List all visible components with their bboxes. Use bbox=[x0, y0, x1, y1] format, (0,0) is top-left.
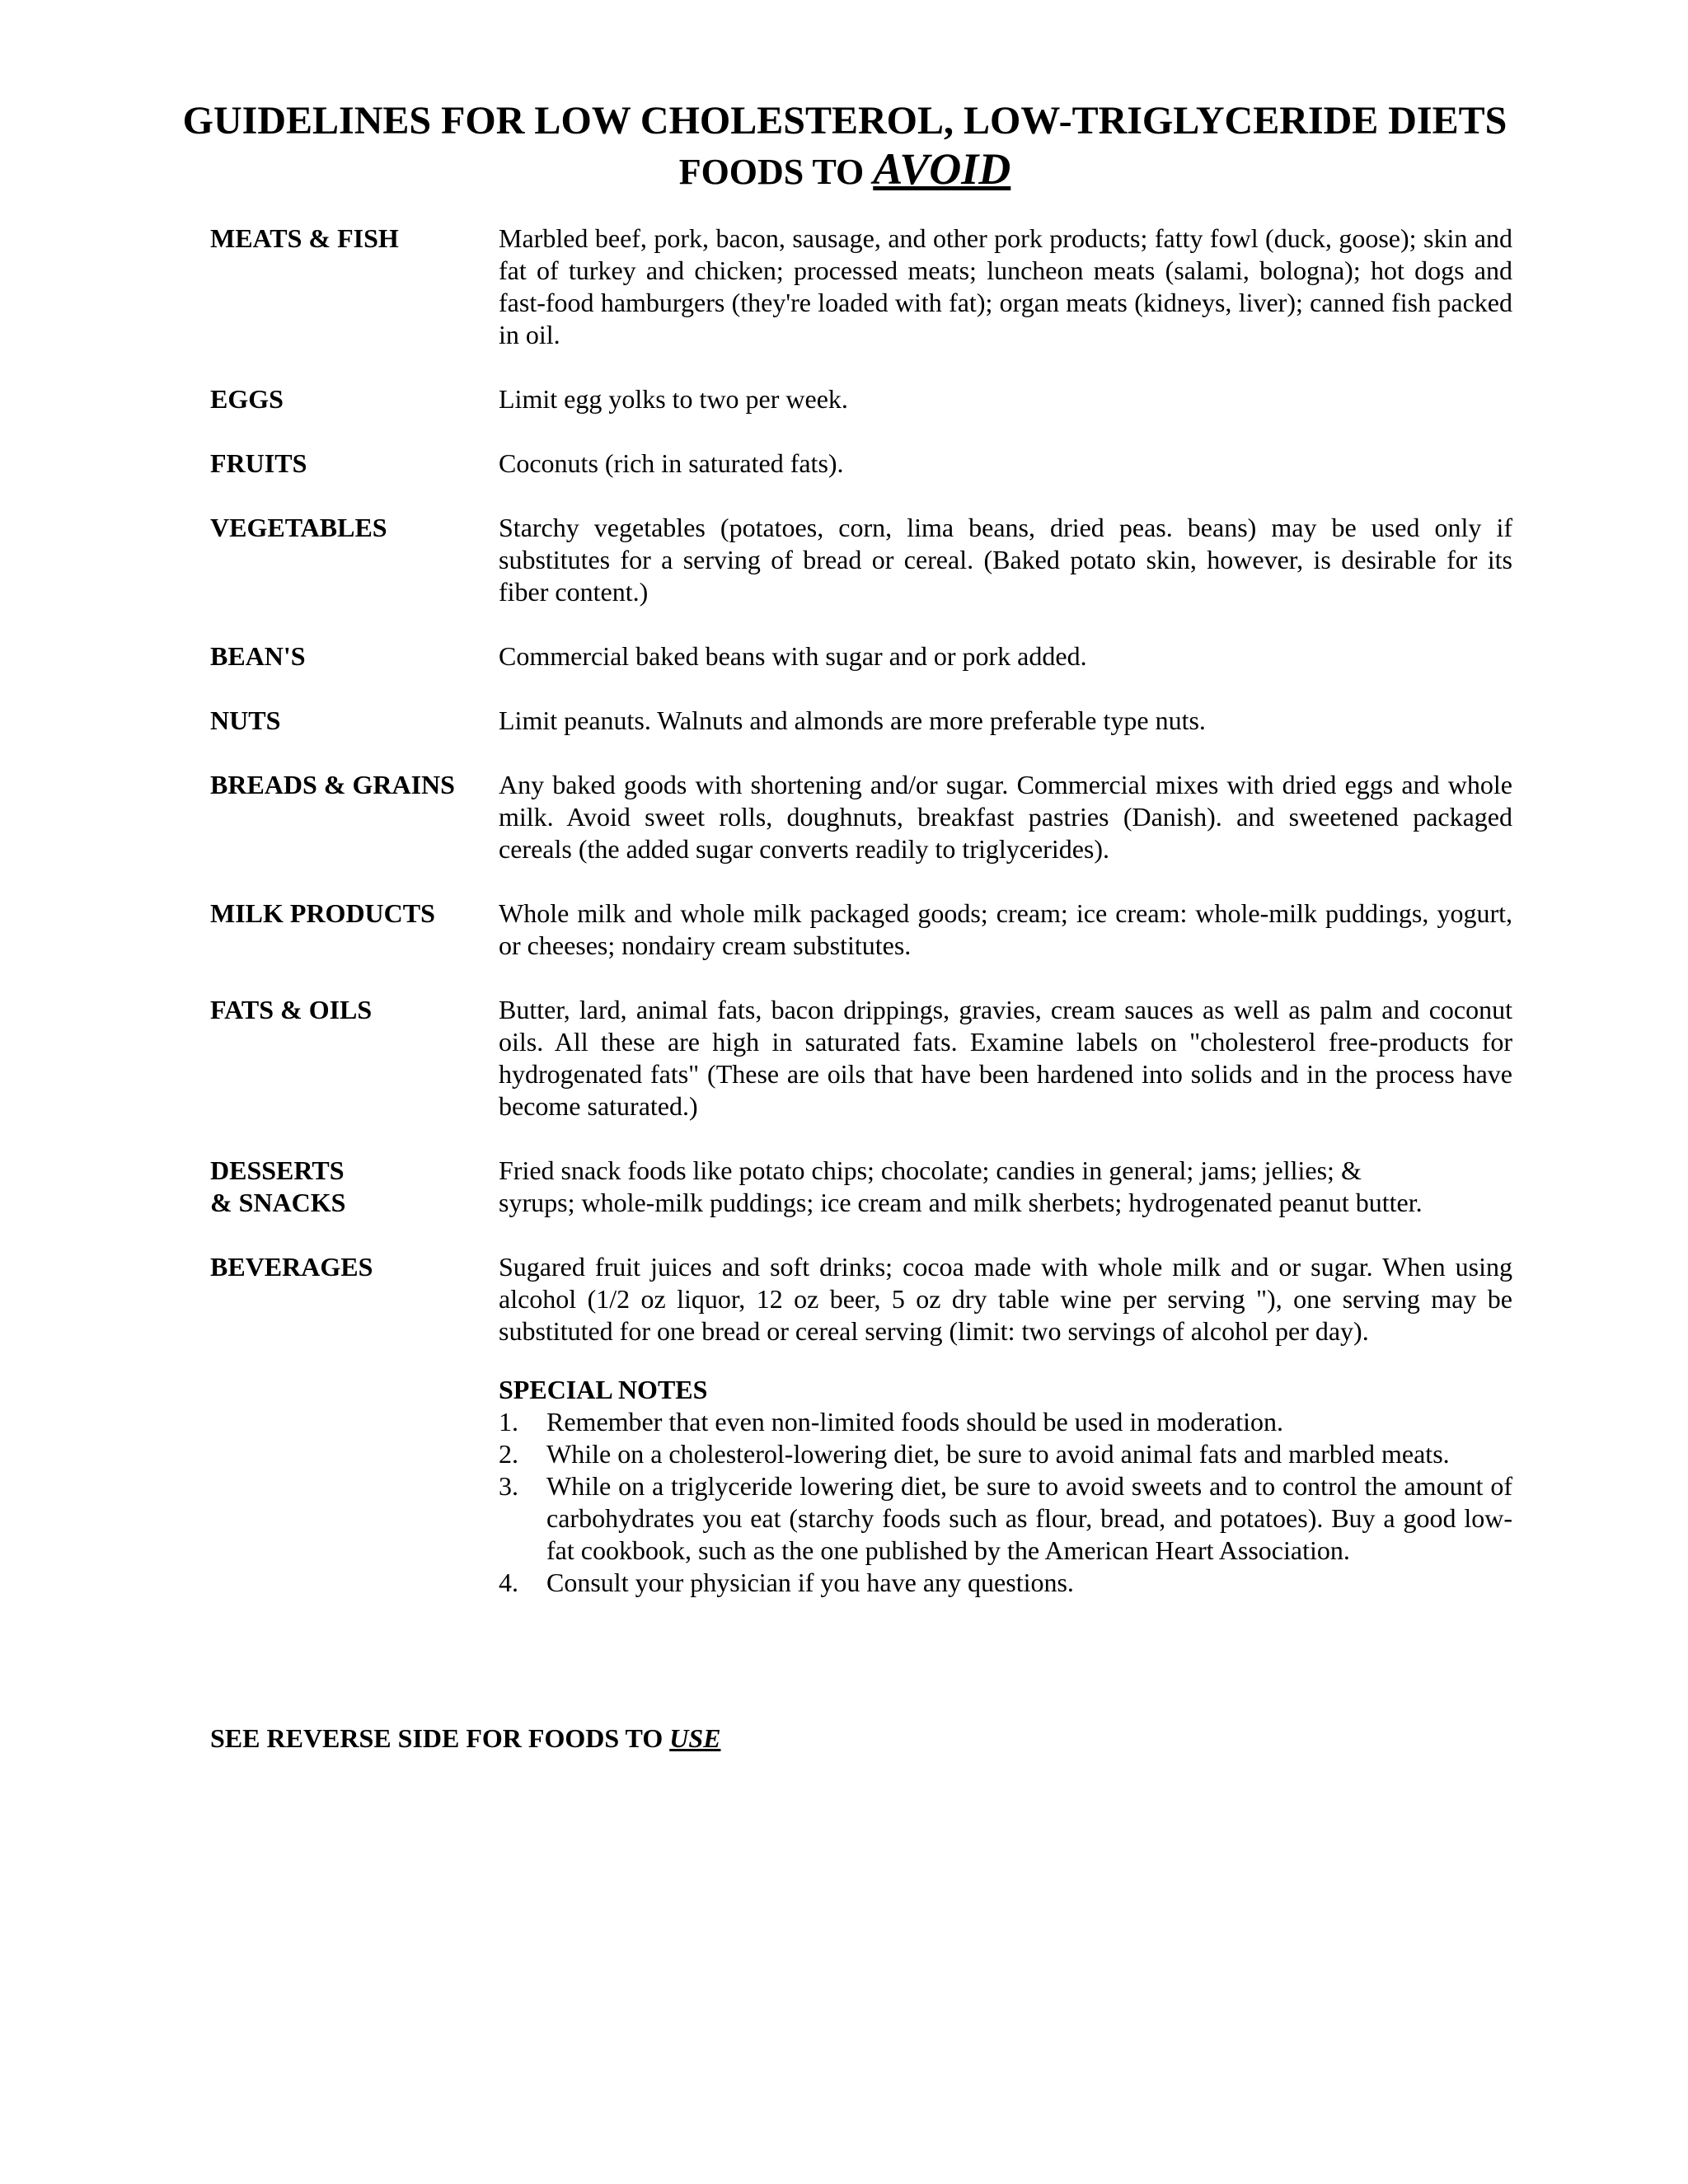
footer-prefix: SEE REVERSE SIDE FOR FOODS TO bbox=[210, 1723, 670, 1753]
special-notes-list bbox=[499, 1406, 1512, 1599]
special-notes-heading: SPECIAL NOTES bbox=[499, 1375, 708, 1404]
page-title bbox=[165, 97, 1525, 145]
note-text: Consult your physician if you have any questions. bbox=[546, 1568, 1074, 1597]
note-text: Remember that even non-limited foods should be used in moderation. bbox=[546, 1407, 1284, 1436]
note-number: 3. bbox=[499, 1471, 518, 1501]
section-text-line: syrups; whole-milk puddings; ice cream and milk sherbets; hydrogenated peanut butter. bbox=[499, 1188, 1423, 1217]
section-label: MILK PRODUCTS bbox=[210, 898, 435, 928]
section-text: Sugared fruit juices and soft drinks; cocoa made with whole milk and or sugar. When using alcohol (1/2 oz liquor, 12 oz beer, 5 oz dry table wine per serving "), one serving may be substituted for one bread or cereal serving (limit: two servings of alcohol per day). bbox=[499, 1252, 1512, 1346]
section-label: BREADS & GRAINS bbox=[210, 770, 455, 799]
section-text: Commercial baked beans with sugar and or pork added. bbox=[499, 641, 1087, 671]
section-text: Limit egg yolks to two per week. bbox=[499, 384, 848, 414]
section-vegetables bbox=[210, 512, 1512, 608]
note-number: 4. bbox=[499, 1568, 518, 1597]
section-label: EGGS bbox=[210, 384, 284, 414]
special-note-item bbox=[499, 1406, 1512, 1438]
title-line1: GUIDELINES FOR LOW CHOLESTEROL, LOW-TRIGLYCERIDE DIETS bbox=[182, 99, 1507, 143]
section-nuts bbox=[210, 705, 1512, 737]
section-label: BEAN'S bbox=[210, 641, 306, 671]
section-label: VEGETABLES bbox=[210, 513, 387, 542]
section-beverages bbox=[210, 1251, 1512, 1347]
section-text: Limit peanuts. Walnuts and almonds are more preferable type nuts. bbox=[499, 705, 1206, 735]
section-text: Any baked goods with shortening and/or sugar. Commercial mixes with dried eggs and whole milk. Avoid sweet rolls, doughnuts, breakfast pastries (Danish). and sweetened packaged cereals (the added sugar converts readily to triglycerides). bbox=[499, 770, 1512, 864]
section-beans bbox=[210, 640, 1512, 673]
section-fats-oils bbox=[210, 994, 1512, 1122]
section-text: Marbled beef, pork, bacon, sausage, and other pork products; fatty fowl (duck, goose); skin and fat of turkey and chicken; processed meats; luncheon meats (salami, bologna); hot dogs and fast-food hamburgers (they're loaded with fat); organ meats (kidneys, liver); canned fish packed in oil. bbox=[499, 223, 1512, 349]
special-note-item bbox=[499, 1438, 1512, 1470]
note-text: While on a cholesterol-lowering diet, be sure to avoid animal fats and marbled meats. bbox=[546, 1439, 1450, 1469]
section-text: Starchy vegetables (potatoes, corn, lima beans, dried peas. beans) may be used only if substitutes for a serving of bread or cereal. (Baked potato skin, however, is desirable for its fiber content.) bbox=[499, 513, 1512, 607]
note-text: While on a triglyceride lowering diet, be sure to avoid sweets and to control the amount of carbohydrates you eat (starchy foods such as flour, bread, and potatoes). Buy a good low-fat cookbook, such as the one published by the American Heart Association. bbox=[546, 1471, 1512, 1565]
section-text: Coconuts (rich in saturated fats). bbox=[499, 448, 844, 478]
special-notes bbox=[499, 1374, 1512, 1599]
special-note-item bbox=[499, 1567, 1512, 1599]
section-label: FRUITS bbox=[210, 448, 307, 478]
note-number: 1. bbox=[499, 1407, 518, 1436]
page-subtitle bbox=[165, 145, 1525, 196]
subtitle-prefix: FOODS TO bbox=[678, 152, 874, 192]
section-text: Whole milk and whole milk packaged goods; cream; ice cream: whole-milk puddings, yogurt, or cheeses; nondairy cream substitutes. bbox=[499, 898, 1512, 960]
note-number: 2. bbox=[499, 1439, 518, 1469]
section-desserts-snacks bbox=[210, 1155, 1512, 1219]
section-fruits bbox=[210, 448, 1512, 480]
section-label: NUTS bbox=[210, 705, 281, 735]
section-label: FATS & OILS bbox=[210, 995, 373, 1024]
special-note-item bbox=[499, 1470, 1512, 1567]
section-meats-fish bbox=[210, 223, 1512, 351]
section-text: Butter, lard, animal fats, bacon drippings, gravies, cream sauces as well as palm and coconut oils. All these are high in saturated fats. Examine labels on "cholesterol free-products for hydrogenated fats" (These are oils that have been hardened into solids and in the process have become saturated.) bbox=[499, 995, 1512, 1121]
section-label: MEATS & FISH bbox=[210, 223, 399, 253]
section-breads-grains bbox=[210, 769, 1512, 865]
section-label: BEVERAGES bbox=[210, 1252, 373, 1282]
section-text-line: Fried snack foods like potato chips; chocolate; candies in general; jams; jellies; & bbox=[499, 1155, 1362, 1185]
section-text bbox=[499, 1155, 1512, 1219]
section-label: DESSERTS & SNACKS bbox=[210, 1155, 346, 1217]
section-eggs bbox=[210, 383, 1512, 415]
subtitle-emphasis: AVOID bbox=[873, 144, 1011, 194]
food-guidelines-list bbox=[210, 223, 1512, 1380]
footer-emphasis: USE bbox=[669, 1723, 721, 1753]
reverse-side-note bbox=[210, 1722, 720, 1755]
section-milk-products bbox=[210, 898, 1512, 962]
